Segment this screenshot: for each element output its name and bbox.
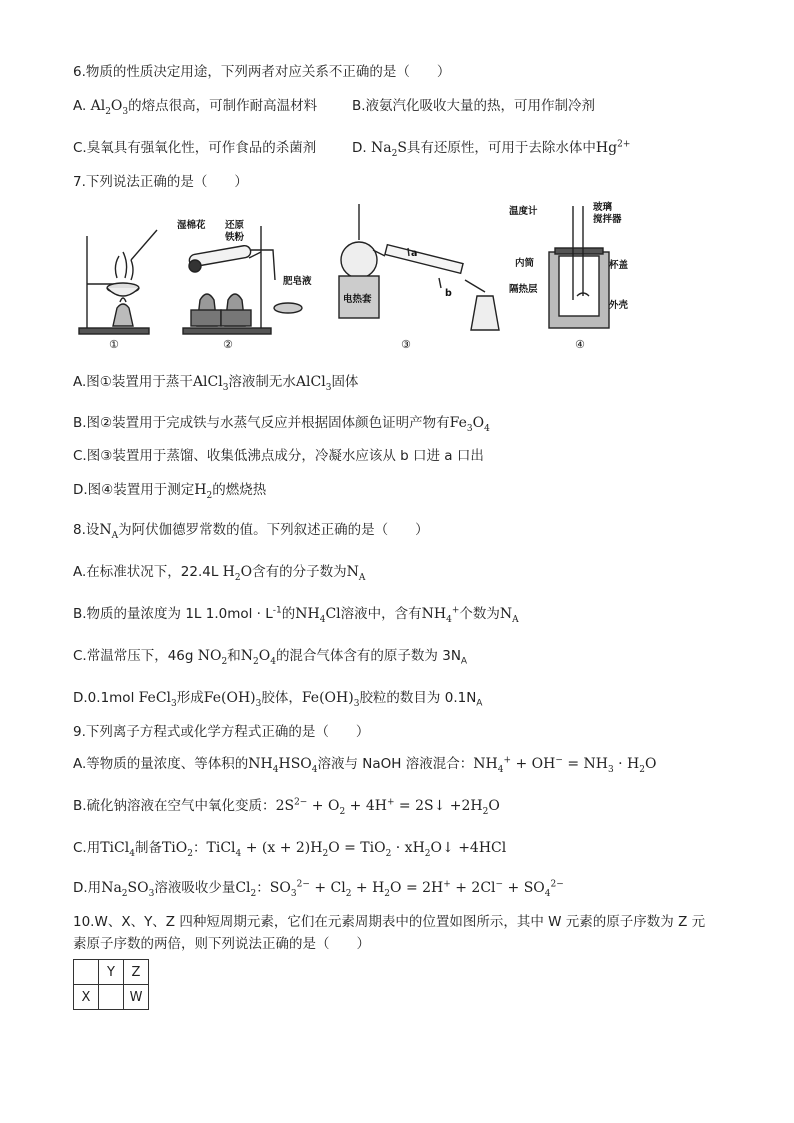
fig-label-3: ③ <box>401 338 411 351</box>
fig-label-a: a <box>411 248 418 259</box>
q7-stem: 7.下列说法正确的是（ ） <box>73 174 248 190</box>
q6-d-chem: $Na_2S$ <box>370 140 407 159</box>
q8-option-c[interactable]: C.常温常压下，46g $NO_2$和$N_2O_4$的混合气体含有的原子数为 $3N_A$ <box>73 648 468 667</box>
q6-d-prefix: D. <box>352 140 371 156</box>
q6-stem: 6.物质的性质决定用途，下列两者对应关系不正确的是（ ） <box>73 64 451 80</box>
q8-option-b[interactable]: B.物质的量浓度为 1L $1.0mol \cdot L^{-1}$的$NH_4Cl$溶液中，含有$NH_4^+$个数为$N_A$ <box>73 605 519 625</box>
periodic-table-fragment <box>73 959 149 1010</box>
q7-option-a[interactable]: A.图①装置用于蒸干AlCl$_3$溶液制无水AlCl$_3$固体 <box>73 374 359 393</box>
q6-option-a[interactable] <box>73 96 317 116</box>
apparatus-svg <box>73 196 633 356</box>
fig-label-soap: 肥皂液 <box>283 276 312 287</box>
q7-option-c[interactable]: C.图③装置用于蒸馏、收集低沸点成分，冷凝水应该从 b 口进 a 口出 <box>73 448 484 464</box>
fig-label-2: ② <box>223 338 233 351</box>
q10-stem-line1: 10.W、X、Y、Z 四种短周期元素，它们在元素周期表中的位置如图所示，其中 W 元素的原子序数为 Z 元 <box>73 914 706 930</box>
q6-a-text: 的熔点很高，可制作耐高温材料 <box>128 98 318 114</box>
table-row <box>74 960 149 985</box>
table-row <box>74 985 149 1010</box>
fig-label-4: ④ <box>575 338 585 351</box>
table-cell: Z <box>124 960 149 985</box>
fig-label-shell: 外壳 <box>609 300 629 311</box>
q9-option-a[interactable]: A.等物质的量浓度、等体积的$NH_4HSO_4$溶液与 NaOH 溶液混合：$NH_4^+ + OH^- = NH_3 \cdot H_2O$ <box>73 755 657 775</box>
table-cell <box>74 960 99 985</box>
fig-label-reduced: 还原 <box>225 220 245 231</box>
fig-label-wet-cotton: 湿棉花 <box>177 220 206 231</box>
q8-option-a[interactable]: A.在标准状况下，22.4L $H_2O$含有的分子数为$N_A$ <box>73 564 366 583</box>
q9-stem: 9.下列离子方程式或化学方程式正确的是（ ） <box>73 724 370 740</box>
q9-c-equation: TiCl$_4$ + $(x + 2)H_2O = TiO_2$ · $xH_2O↓ +4HCl$ <box>206 840 507 859</box>
q7-option-b[interactable]: B.图②装置用于完成铁与水蒸气反应并根据固体颜色证明产物有$Fe_3O_4$ <box>73 415 490 434</box>
q6-a-prefix: A. <box>73 98 91 114</box>
q9-a-equation: $NH_4^+ + OH^- = NH_3 \cdot H_2O$ <box>473 755 657 775</box>
q9-option-c[interactable]: C.用TiCl$_4$制备TiO$_2$：TiCl$_4$ + $(x + 2)H_2O = TiO_2$ · $xH_2O↓ +4HCl$ <box>73 840 507 859</box>
fig-label-insulation: 隔热层 <box>509 284 538 295</box>
fig-label-iron-powder: 铁粉 <box>225 232 245 243</box>
fig-label-inner: 内筒 <box>515 258 535 269</box>
q9-d-equation: $SO_3^{2-} + Cl_2 + H_2O = 2H^+ + 2Cl^- + SO_4^{2-}$ <box>269 879 564 899</box>
q9-option-d[interactable]: D.用$Na_2SO_3$溶液吸收少量$Cl_2$：$SO_3^{2-} + Cl_2 + H_2O = 2H^+ + 2Cl^- + SO_4^{2-}$ <box>73 879 564 899</box>
q6-option-c[interactable]: C.臭氧具有强氧化性，可作食品的杀菌剂 <box>73 140 317 156</box>
fig-label-1: ① <box>109 338 119 351</box>
q6-d-text: 具有还原性，可用于去除水体中 <box>406 140 596 156</box>
fig-label-lid: 杯盖 <box>609 260 629 271</box>
q6-option-d[interactable] <box>352 138 630 158</box>
q6-option-b[interactable]: B.液氨汽化吸收大量的热，可用作制冷剂 <box>352 98 596 114</box>
q8-stem: 8.设$N_A$为阿伏伽德罗常数的值。下列叙述正确的是（ ） <box>73 522 429 541</box>
fig-label-b: b <box>445 288 452 299</box>
q10-stem-line2: 素原子序数的两倍，则下列说法正确的是（ ） <box>73 936 370 952</box>
fig-label-thermometer: 温度计 <box>509 206 538 217</box>
fig-label-stirrer: 搅拌器 <box>593 214 622 225</box>
q6-a-chem: $Al_2O_3$ <box>90 98 129 117</box>
q9-b-equation: $2S^{2-} + O_2 + 4H^+$ = 2S↓ $+2H_2O$ <box>275 797 500 817</box>
q7-option-d[interactable]: D.图④装置用于测定$H_2$的燃烧热 <box>73 482 267 501</box>
q9-option-b[interactable]: B.硫化钠溶液在空气中氧化变质：$2S^{2-} + O_2 + 4H^+$ = 2S↓ $+2H_2O$ <box>73 797 500 817</box>
table-cell <box>99 985 124 1010</box>
q8-option-d[interactable]: D.0.1mol FeCl$_3$形成$Fe(OH)_3$胶体，$Fe(OH)_3$胶粒的数目为 $0.1N_A$ <box>73 690 483 709</box>
apparatus-3 <box>339 204 499 330</box>
q6-d-ion: $Hg^{2+}$ <box>595 139 631 156</box>
q7-apparatus-figure <box>73 196 633 356</box>
apparatus-1 <box>79 230 157 334</box>
fig-label-heater: 电热套 <box>343 294 372 305</box>
table-cell: X <box>74 985 99 1010</box>
fig-label-glass: 玻璃 <box>593 202 613 213</box>
table-cell: Y <box>99 960 124 985</box>
table-cell: W <box>124 985 149 1010</box>
